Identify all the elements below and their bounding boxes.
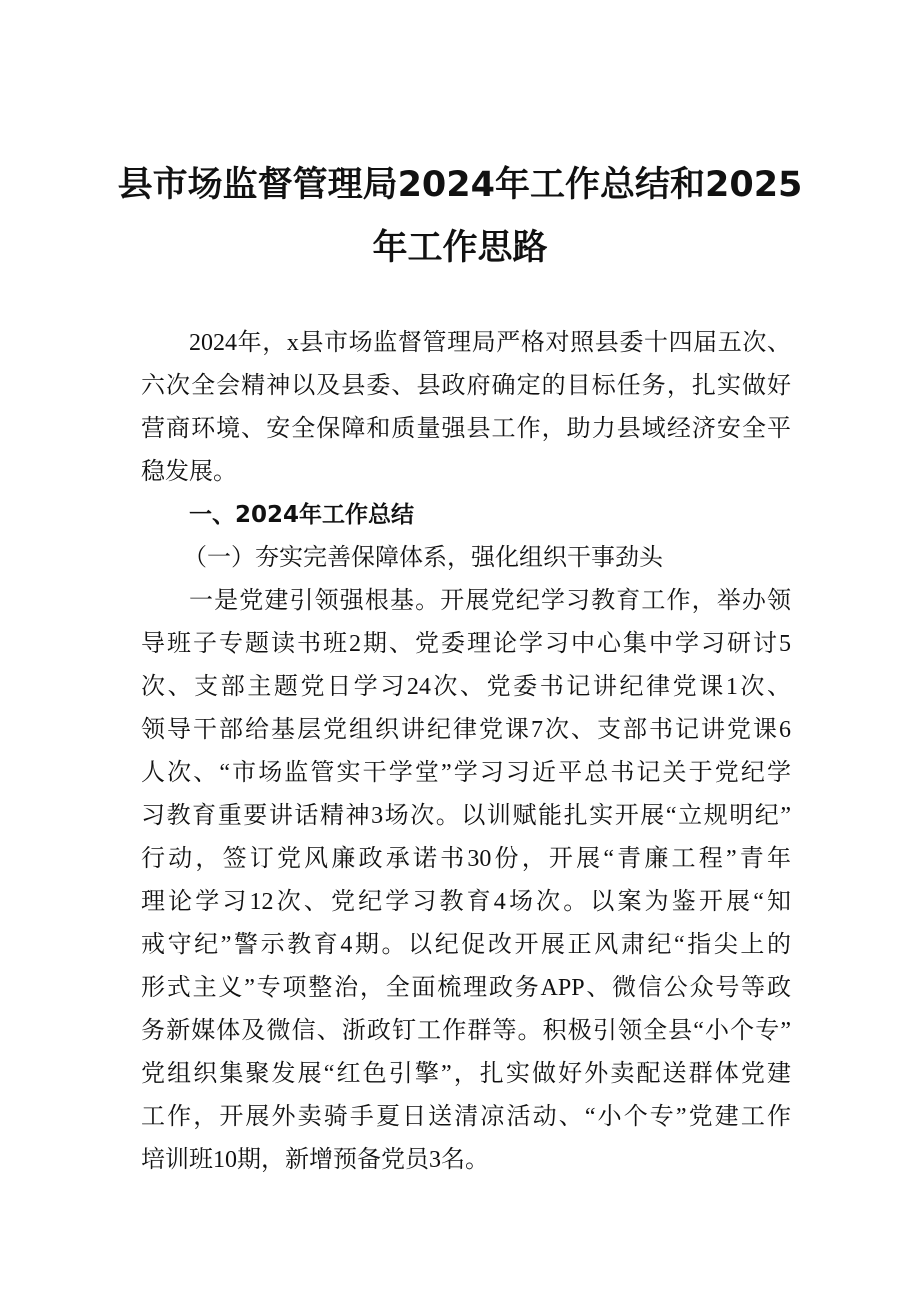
- intro-paragraph: [141, 322, 791, 494]
- text-line: 稳发展。: [141, 459, 237, 485]
- text-line: 营商环境、安全保障和质量强县工作，助力县域经济安全平: [141, 416, 791, 442]
- document-title-line-1: 县市场监督管理局2024年工作总结和2025: [117, 165, 803, 205]
- text-line: 一是党建引领强根基。开展党纪学习教育工作，举办领: [189, 588, 791, 614]
- text-line: 领导干部给基层党组织讲纪律党课7次、支部书记讲党课6: [141, 717, 791, 743]
- text-line: 2024年，x县市场监督管理局严格对照县委十四届五次、: [189, 330, 791, 356]
- text-line: 人次、“市场监管实干学堂”学习习近平总书记关于党纪学: [141, 760, 791, 786]
- text-line: 戒守纪”警示教育4期。以纪促改开展正风肃纪“指尖上的: [141, 932, 791, 958]
- section-heading: 一、2024年工作总结: [189, 502, 415, 528]
- text-line: 导班子专题读书班2期、党委理论学习中心集中学习研讨5: [141, 631, 791, 657]
- text-line: 形式主义”专项整治，全面梳理政务APP、微信公众号等政: [141, 975, 791, 1001]
- text-line: 党组织集聚发展“红色引擎”，扎实做好外卖配送群体党建: [141, 1061, 791, 1087]
- text-line: 次、支部主题党日学习24次、党委书记讲纪律党课1次、: [141, 674, 791, 700]
- text-line: 务新媒体及微信、浙政钉工作群等。积极引领全县“小个专”: [141, 1018, 791, 1044]
- text-line: 培训班10期，新增预备党员3名。: [141, 1147, 489, 1173]
- text-line: 六次全会精神以及县委、县政府确定的目标任务，扎实做好: [141, 373, 791, 399]
- document-body: [141, 322, 791, 1182]
- text-line: 理论学习12次、党纪学习教育4场次。以案为鉴开展“知: [141, 889, 791, 915]
- document-title-line-2: 年工作思路: [372, 228, 548, 268]
- subsection-heading: （一）夯实完善保障体系，强化组织干事劲头: [183, 545, 663, 571]
- text-line: 习教育重要讲话精神3场次。以训赋能扎实开展“立规明纪”: [141, 803, 791, 829]
- text-line: 行动，签订党风廉政承诺书30份，开展“青廉工程”青年: [141, 846, 791, 872]
- text-line: 工作，开展外卖骑手夏日送清凉活动、“小个专”党建工作: [141, 1104, 791, 1130]
- paragraph: [141, 580, 791, 1182]
